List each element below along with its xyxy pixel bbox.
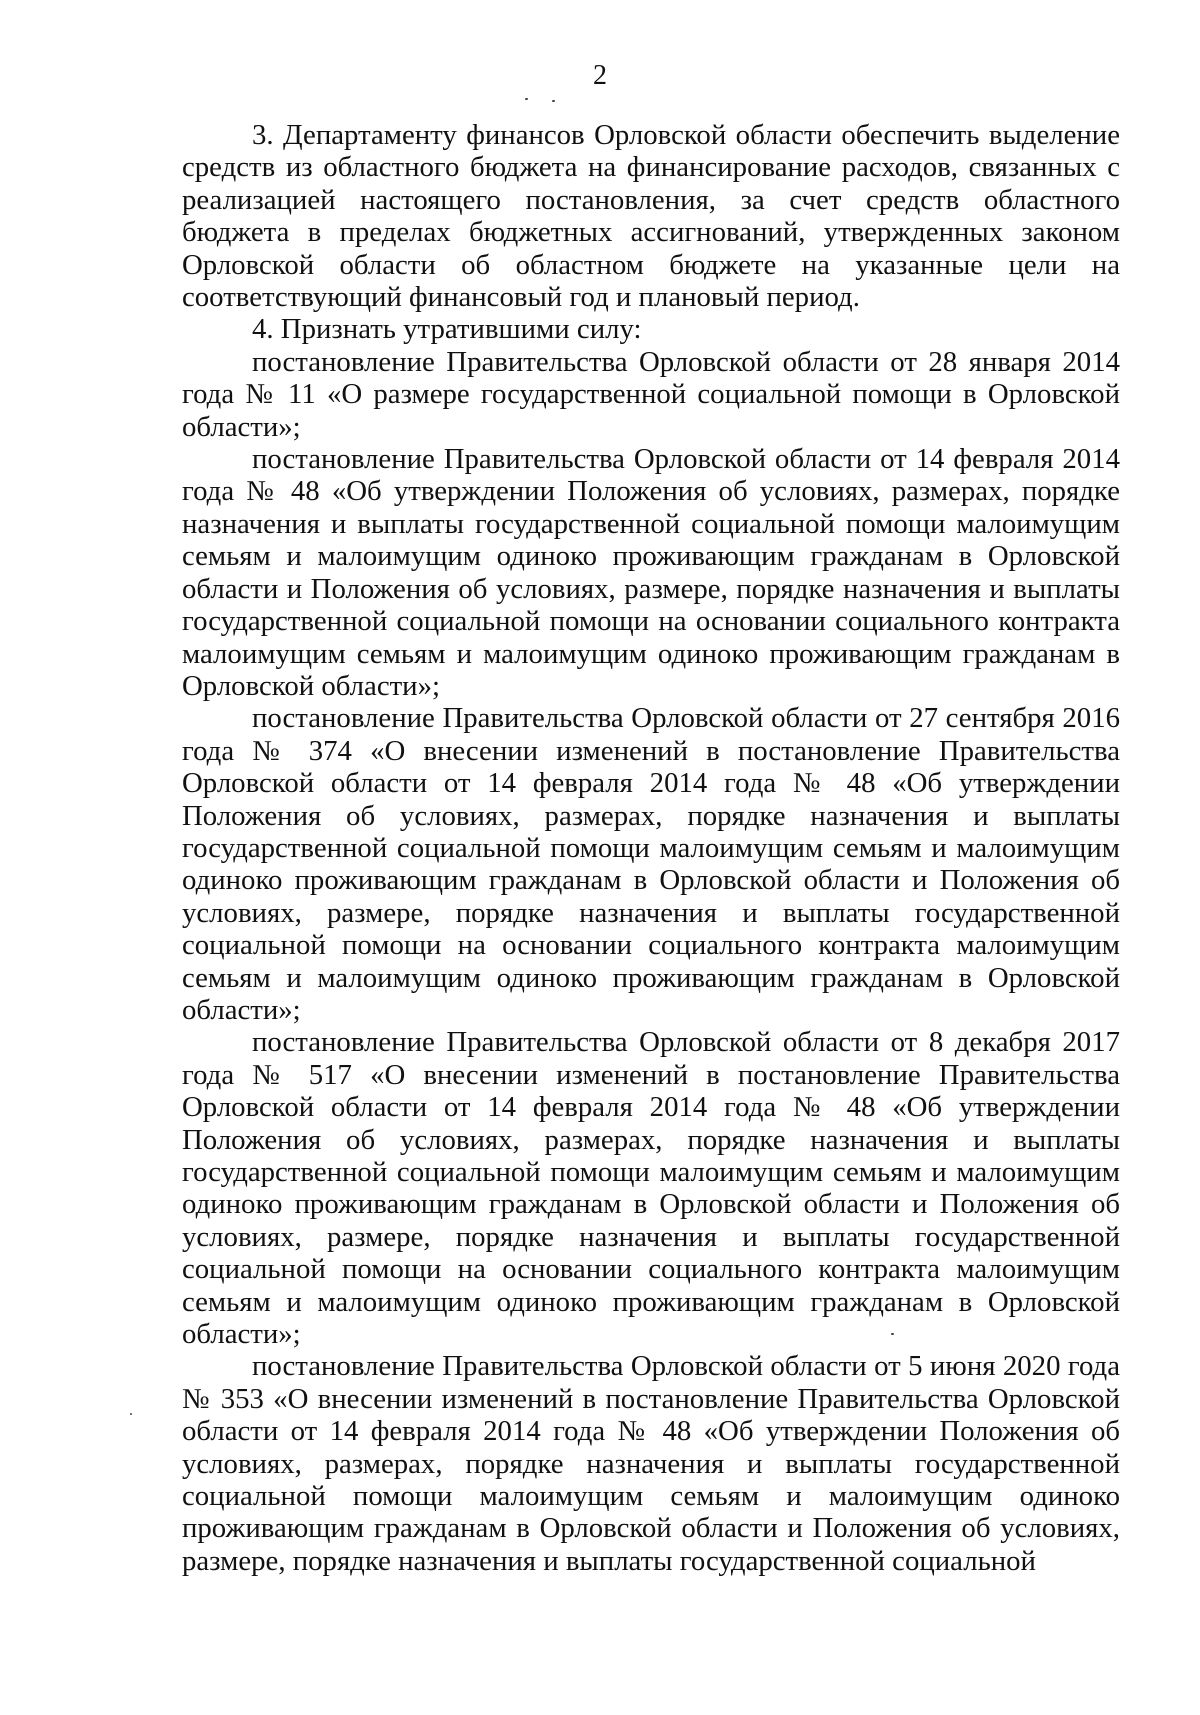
scan-speck bbox=[130, 1413, 132, 1415]
body-text bbox=[182, 119, 1120, 1577]
paragraph-resolution-48: постановление Правительства Орловской области от 14 февраля 2014 года № 48 «Об утверждении Положения об условиях, размерах, порядке назначения и выплаты государственной социальной помощи малоимущим семьям и малоимущим одиноко проживающим гражданам в Орловской области и Положения об условиях, размере, порядке назначения и выплаты государственной социальной помощи на основании социального контракта малоимущим семьям и малоимущим одиноко проживающим гражданам в Орловской области»; bbox=[182, 443, 1120, 702]
scan-speck bbox=[552, 100, 555, 102]
paragraph-resolution-353: постановление Правительства Орловской области от 5 июня 2020 года № 353 «О внесении изменений в постановление Правительства Орловской области от 14 февраля 2014 года № 48 «Об утверждении Положения об условиях, размерах, порядке назначения и выплаты государственной социальной помощи малоимущим семьям и малоимущим одиноко проживающим гражданам в Орловской области и Положения об условиях, размере, порядке назначения и выплаты государственной социальной bbox=[182, 1350, 1120, 1577]
paragraph-resolution-374: постановление Правительства Орловской области от 27 сентября 2016 года № 374 «О внесении изменений в постановление Правительства Орловской области от 14 февраля 2014 года № 48 «Об утверждении Положения об условиях, размерах, порядке назначения и выплаты государственной социальной помощи малоимущим семьям и малоимущим одиноко проживающим гражданам в Орловской области и Положения об условиях, размере, порядке назначения и выплаты государственной социальной помощи на основании социального контракта малоимущим семьям и малоимущим одиноко проживающим гражданам в Орловской области»; bbox=[182, 702, 1120, 1026]
paragraph-repealed-intro: 4. Признать утратившими силу: bbox=[252, 313, 642, 346]
paragraph-resolution-517: постановление Правительства Орловской области от 8 декабря 2017 года № 517 «О внесении изменений в постановление Правительства Орловской области от 14 февраля 2014 года № 48 «Об утверждении Положения об условиях, размерах, порядке назначения и выплаты государственной социальной помощи малоимущим семьям и малоимущим одиноко проживающим гражданам в Орловской области и Положения об условиях, размере, порядке назначения и выплаты государственной социальной помощи на основании социального контракта малоимущим семьям и малоимущим одиноко проживающим гражданам в Орловской области»; bbox=[182, 1026, 1120, 1351]
page-number: 2 bbox=[593, 60, 607, 91]
paragraph-finance-department: 3. Департаменту финансов Орловской области обеспечить выделение средств из областного бюджета на финансирование расходов, связанных с реализацией настоящего постановления, за счет средств областного бюджета в пределах бюджетных ассигнований, утвержденных законом Орловской области об областном бюджете на указанные цели на соответствующий финансовый год и плановый период. bbox=[182, 119, 1120, 314]
paragraph-resolution-11: постановление Правительства Орловской области от 28 января 2014 года № 11 «О размере государственной социальной помощи в Орловской области»; bbox=[182, 345, 1120, 443]
scan-speck bbox=[525, 98, 528, 100]
